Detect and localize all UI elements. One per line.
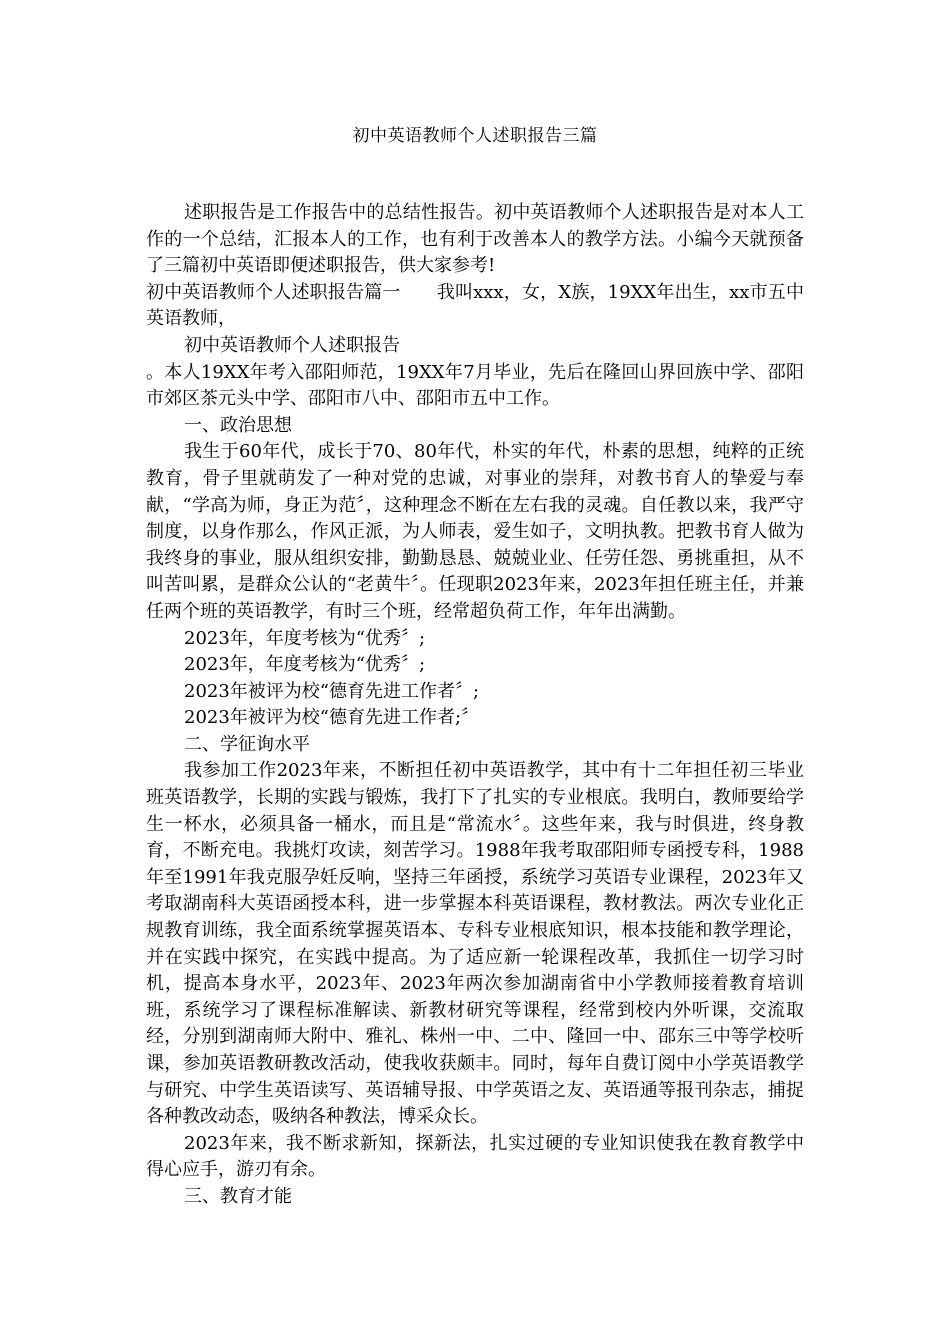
document-body	[146, 200, 804, 1211]
paragraph-background: 。本人19XX年考入邵阳师范，19XX年7月毕业，先后在隆回山界回族中学、邵阳市郊区茶元头中学、邵阳市八中、邵阳市五中工作。	[146, 361, 804, 410]
section-heading-study: 二、学征询水平	[184, 733, 310, 755]
award-item: 2023年被评为校“德育先进工作者;〞	[184, 707, 480, 729]
paragraph-piece-one	[146, 280, 804, 333]
document-page	[146, 118, 804, 1211]
piece-one-label: 初中英语教师个人述职报告篇一	[146, 281, 401, 303]
paragraph-politics: 我生于60年代，成长于70、80年代，朴实的年代，朴素的思想，纯粹的正统教育，骨子里就萌发了一种对党的忠诚，对事业的崇拜，对教书育人的挚爱与奉献，“学高为师，身正为范〞，这种理念不断在左右我的灵魂。自任教以来，我严守制度，以身作那么，作风正派，为人师表，爱生如子，文明执教。把教书育人做为我终身的事业，服从组织安排，勤勤恳恳、兢兢业业、任劳任怨、勇挑重担，从不叫苦叫累，是群众公认的“老黄牛〞。任现职2023年来，2023年担任班主任，并兼任两个班的英语教学，有时三个班，经常超负荷工作，年年出满勤。	[146, 441, 804, 622]
document-title: 初中英语教师个人述职报告三篇	[352, 126, 598, 146]
paragraph-study: 我参加工作2023年来，不断担任初中英语教学，其中有十二年担任初三毕业班英语教学，长期的实践与锻炼，我打下了扎实的专业根底。我明白，教师要给学生一杯水，必须具备一桶水，而且是“常流水〞。这些年来，我与时俱进，终身教育，不断充电。我挑灯攻读，刻苦学习。1988年我考取邵阳师专函授专科，1988年至1991年我克服孕妊反响，坚持三年函授，系统学习英语专业课程，2023年又考取湖南科大英语函授本科，进一步掌握本科英语课程，教材教法。两次专业化正规教育训练，我全面系统掌握英语本、专科专业根底知识，根本技能和教学理论，并在实践中探究，在实践中提高。为了适应新一轮课程改革，我抓住一切学习时机，提高本身水平，2023年、2023年两次参加湖南省中小学教师接着教育培训班，系统学习了课程标准解读、新教材研究等课程，经常到校内外听课，交流取经，分别到湖南师大附中、雅礼、株州一中、二中、隆回一中、邵东三中等学校听课，参加英语教研教改活动，使我收获颇丰。同时，每年自费订阅中小学英语教学与研究、中学生英语读写、英语辅导报、中学英语之友、英语通等报刊杂志，捕捉各种教改动态，吸纳各种教法，博采众长。	[146, 760, 804, 1128]
section-heading-politics: 一、政治思想	[184, 414, 292, 436]
award-item: 2023年，年度考核为“优秀〞;	[184, 654, 426, 676]
paragraph-intro: 述职报告是工作报告中的总结性报告。初中英语教师个人述职报告是对本人工作的一个总结，汇报本人的工作，也有利于改善本人的教学方法。小编今天就预备了三篇初中英语即便述职报告，供大家参考!	[146, 202, 804, 277]
paragraph-study-summary: 2023年来，我不断求新知，探新法，扎实过硬的专业知识使我在教育教学中得心应手，游刃有余。	[146, 1132, 804, 1181]
award-item: 2023年，年度考核为“优秀〞;	[184, 627, 426, 649]
report-heading: 初中英语教师个人述职报告	[184, 334, 400, 356]
section-heading-ability: 三、教育才能	[184, 1185, 292, 1207]
piece-one-intro: 我叫xxx，女，X族，19XX年出生，xx市五中英语教师，	[146, 281, 804, 330]
award-item: 2023年被评为校“德育先进工作者〞;	[184, 680, 480, 702]
